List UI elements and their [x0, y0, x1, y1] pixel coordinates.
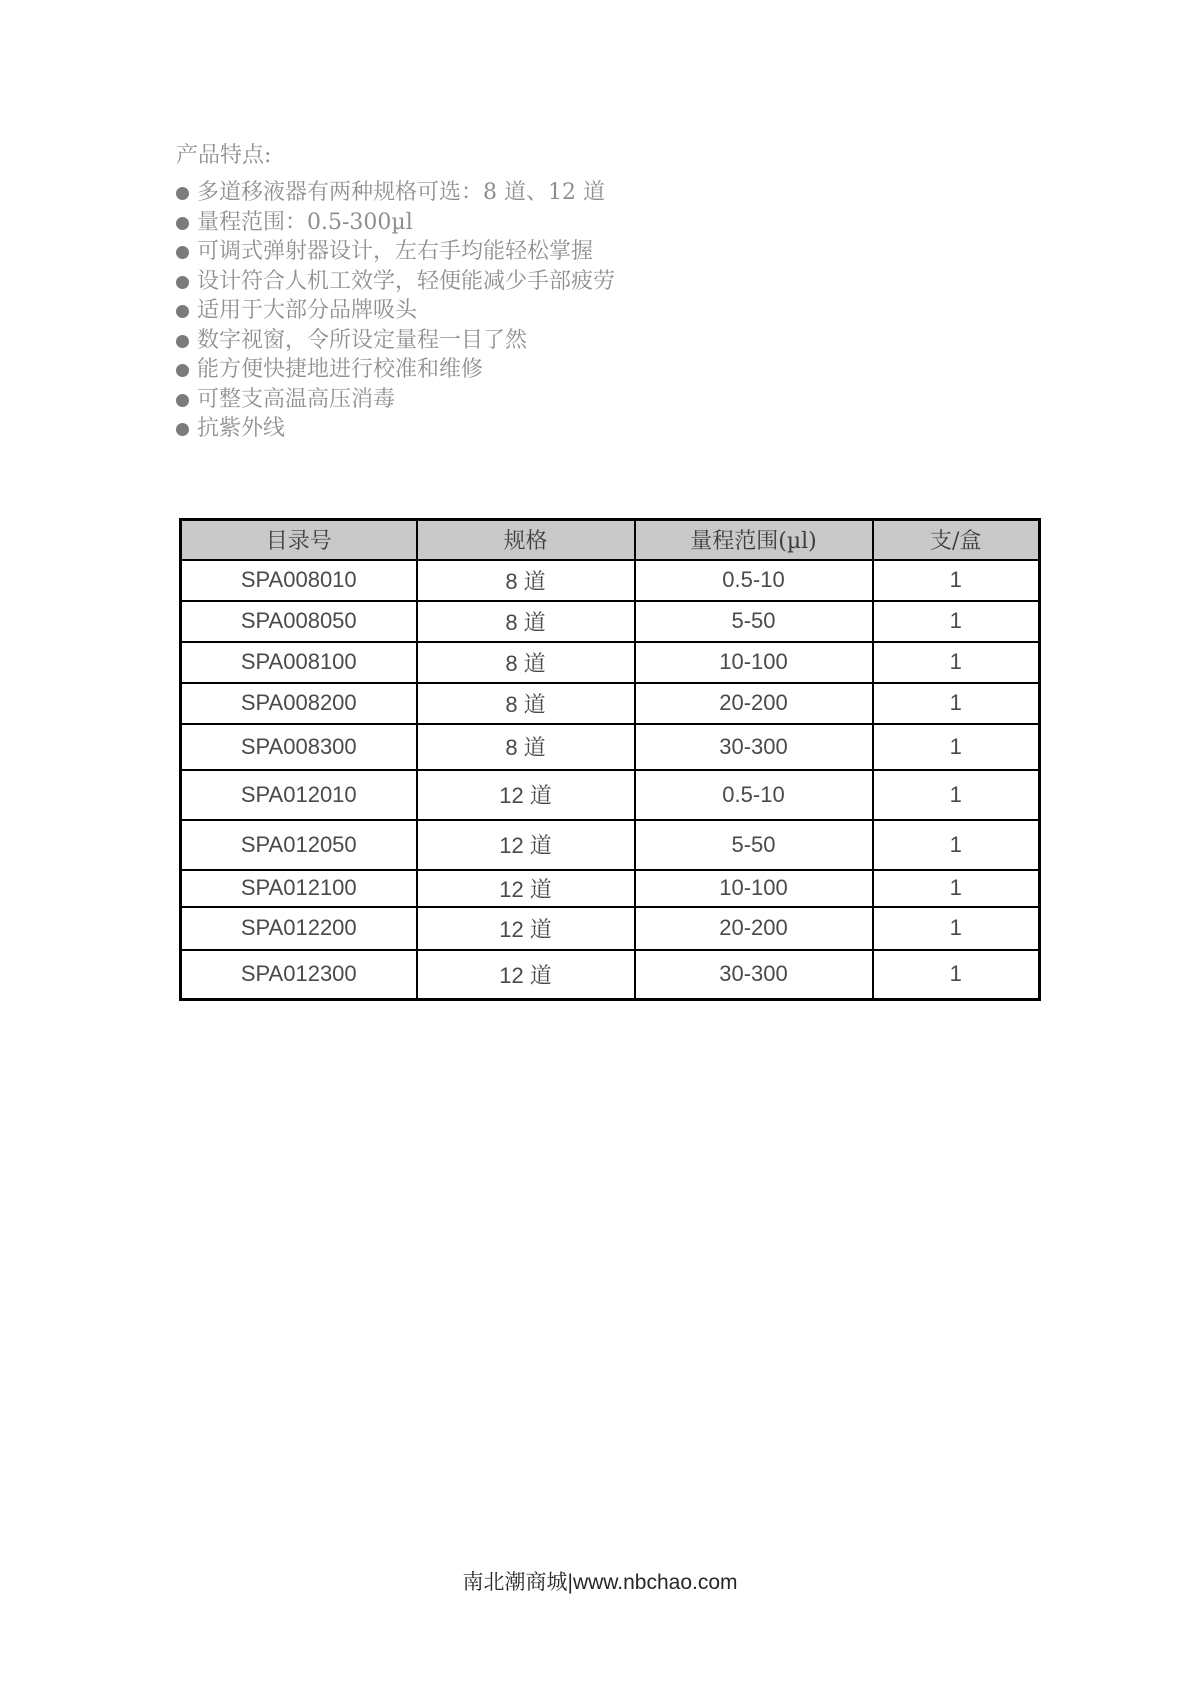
- table-cell: SPA012010: [181, 770, 417, 820]
- table-cell: 8 道: [417, 683, 635, 724]
- table-cell: SPA012300: [181, 950, 417, 1000]
- table-cell: SPA012100: [181, 870, 417, 907]
- bullet-dot-icon: [176, 364, 189, 377]
- table-header-cell: 支/盒: [873, 520, 1040, 560]
- table-cell: SPA008100: [181, 642, 417, 683]
- table-row: [181, 601, 1040, 642]
- table-cell: SPA012050: [181, 820, 417, 870]
- page-footer: [0, 1566, 1200, 1596]
- feature-item: [176, 296, 615, 326]
- feature-item: [176, 414, 615, 444]
- table-cell: 0.5-10: [635, 560, 873, 601]
- table-cell: 5-50: [635, 601, 873, 642]
- table-cell: 8 道: [417, 642, 635, 683]
- table-row: [181, 870, 1040, 907]
- features-list: [176, 178, 615, 444]
- table-row: [181, 907, 1040, 950]
- table-cell: 30-300: [635, 950, 873, 1000]
- table-row: [181, 683, 1040, 724]
- table-cell: 1: [873, 683, 1040, 724]
- table-cell: 12 道: [417, 907, 635, 950]
- table-cell: 1: [873, 820, 1040, 870]
- feature-item-text: 多道移液器有两种规格可选：8 道、12 道: [197, 180, 605, 205]
- bullet-dot-icon: [176, 187, 189, 200]
- table-cell: 5-50: [635, 820, 873, 870]
- table-row: [181, 770, 1040, 820]
- table-cell: 10-100: [635, 870, 873, 907]
- feature-item-text: 数字视窗，令所设定量程一目了然: [197, 327, 528, 353]
- table-cell: SPA008200: [181, 683, 417, 724]
- bullet-dot-icon: [176, 335, 189, 348]
- table-row: [181, 950, 1040, 1000]
- table-cell: 30-300: [635, 724, 873, 770]
- table-row: [181, 642, 1040, 683]
- feature-item-text: 设计符合人机工效学，轻便能减少手部疲劳: [197, 268, 616, 294]
- feature-item-text: 可整支高温高压消毒: [197, 386, 396, 412]
- bullet-dot-icon: [176, 276, 189, 289]
- table-cell: 0.5-10: [635, 770, 873, 820]
- feature-item-text: 抗紫外线: [197, 416, 286, 441]
- table-body: [181, 560, 1040, 1000]
- table-row: [181, 724, 1040, 770]
- table-cell: 1: [873, 770, 1040, 820]
- table-cell: 20-200: [635, 683, 873, 724]
- table-header-cell: 规格: [417, 520, 635, 560]
- bullet-dot-icon: [176, 305, 189, 318]
- feature-item-text: 适用于大部分品牌吸头: [197, 298, 418, 323]
- table-cell: 1: [873, 724, 1040, 770]
- table-cell: 8 道: [417, 560, 635, 601]
- features-title: 产品特点:: [176, 143, 272, 168]
- table-cell: SPA008010: [181, 560, 417, 601]
- product-spec-table: [179, 518, 1041, 1001]
- table-cell: 20-200: [635, 907, 873, 950]
- table-cell: 1: [873, 601, 1040, 642]
- feature-item: [176, 355, 615, 385]
- footer-site-text: 南北潮商城|www.nbchao.com: [462, 1571, 738, 1594]
- feature-item: [176, 178, 615, 208]
- feature-item: [176, 326, 615, 356]
- table-cell: 1: [873, 642, 1040, 683]
- table-cell: SPA008050: [181, 601, 417, 642]
- feature-item-text: 量程范围：0.5-300µl: [197, 209, 413, 235]
- feature-item-text: 能方便快捷地进行校准和维修: [197, 357, 484, 382]
- table-cell: 12 道: [417, 820, 635, 870]
- table-row: [181, 560, 1040, 601]
- bullet-dot-icon: [176, 217, 189, 230]
- table-header-cell: 目录号: [181, 520, 417, 560]
- feature-item: [176, 385, 615, 415]
- table-header-row: [181, 520, 1040, 560]
- feature-item: [176, 267, 615, 297]
- table-cell: 12 道: [417, 950, 635, 1000]
- table-cell: 1: [873, 560, 1040, 601]
- table-cell: 10-100: [635, 642, 873, 683]
- bullet-dot-icon: [176, 423, 189, 436]
- table-cell: 8 道: [417, 601, 635, 642]
- table-cell: 8 道: [417, 724, 635, 770]
- table-cell: 1: [873, 950, 1040, 1000]
- bullet-dot-icon: [176, 246, 189, 259]
- table-cell: 12 道: [417, 770, 635, 820]
- features-section: [176, 142, 615, 444]
- table-cell: SPA012200: [181, 907, 417, 950]
- feature-item-text: 可调式弹射器设计，左右手均能轻松掌握: [197, 239, 594, 264]
- table-cell: SPA008300: [181, 724, 417, 770]
- table-cell: 1: [873, 870, 1040, 907]
- table-row: [181, 820, 1040, 870]
- bullet-dot-icon: [176, 394, 189, 407]
- table-header-cell: 量程范围(µl): [635, 520, 873, 560]
- table-cell: 1: [873, 907, 1040, 950]
- table-header: [181, 520, 1040, 560]
- table-cell: 12 道: [417, 870, 635, 907]
- feature-item: [176, 237, 615, 267]
- feature-item: [176, 208, 615, 238]
